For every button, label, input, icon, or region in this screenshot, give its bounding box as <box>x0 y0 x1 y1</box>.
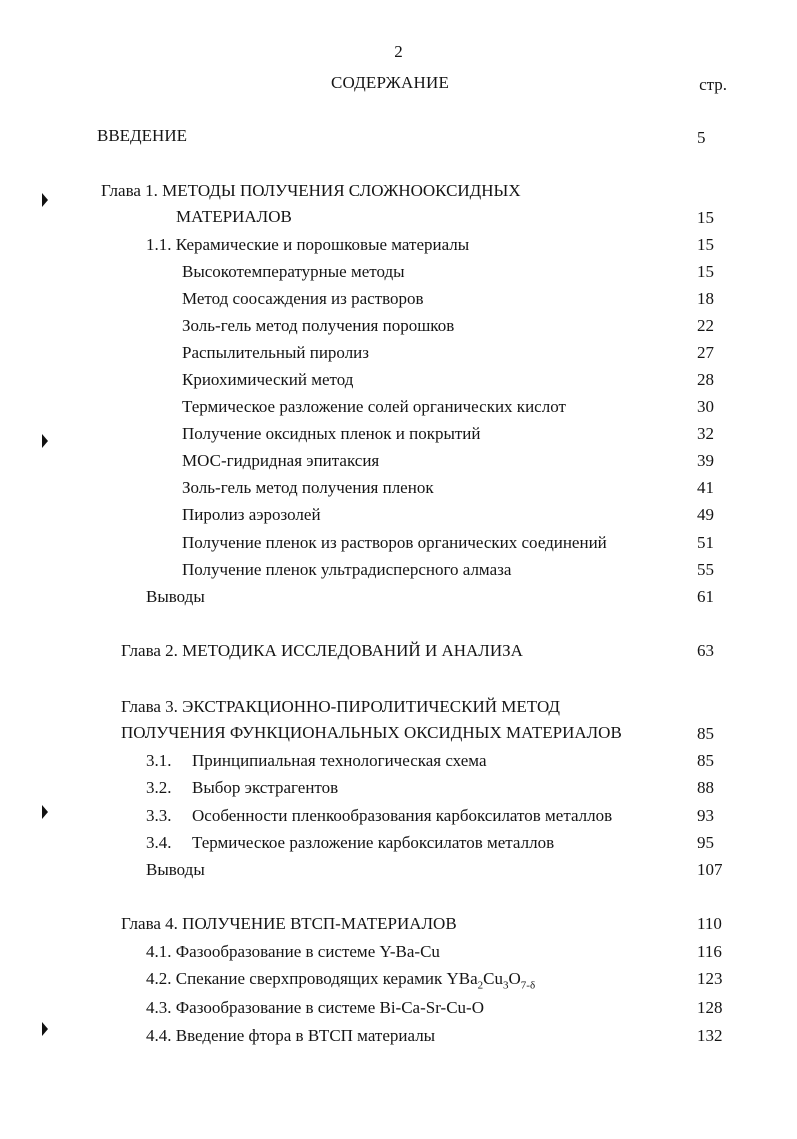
toc-section-number: 3.3. <box>146 806 172 825</box>
toc-section-3-1: Принципиальная технологическая схема <box>192 751 487 770</box>
toc-chapter-3-line1: Глава 3. ЭКСТРАКЦИОННО-ПИРОЛИТИЧЕСКИЙ МЕТОД <box>121 697 560 716</box>
toc-section-number: 3.4. <box>146 833 172 852</box>
toc-page-section-4-2: 123 <box>697 969 723 988</box>
toc-page-chapter-1: 15 <box>697 208 714 227</box>
toc-item: Высокотемпературные методы <box>182 262 405 281</box>
formula-subscript: 3 <box>503 979 509 992</box>
margin-mark-icon <box>42 805 48 819</box>
pages-column-label: стр. <box>699 75 727 94</box>
toc-page-chapter-4: 110 <box>697 914 722 933</box>
toc-item: Получение оксидных пленок и покрытий <box>182 424 481 443</box>
margin-mark-icon <box>42 193 48 207</box>
toc-section-4-4: 4.4. Введение фтора в ВТСП материалы <box>146 1026 436 1045</box>
toc-item: Криохимический метод <box>182 370 354 389</box>
toc-page-conclusions-3: 107 <box>697 860 723 879</box>
toc-page-intro: 5 <box>697 128 706 147</box>
toc-page-section-1-1: 15 <box>697 235 714 254</box>
toc-page-conclusions-1: 61 <box>697 587 714 606</box>
toc-page-section-4-4: 132 <box>697 1026 723 1045</box>
toc-chapter-1-line1: Глава 1. МЕТОДЫ ПОЛУЧЕНИЯ СЛОЖНООКСИДНЫХ <box>101 181 521 200</box>
toc-item: Пиролиз аэрозолей <box>182 505 321 524</box>
page-title: СОДЕРЖАНИЕ <box>330 73 450 92</box>
formula-subscript: 2 <box>477 979 484 992</box>
toc-page-section-3-4: 95 <box>697 833 714 852</box>
toc-item-page: 27 <box>697 343 714 362</box>
toc-item: Метод соосаждения из растворов <box>182 289 424 308</box>
toc-item: Термическое разложение солей органических кислот <box>182 397 566 416</box>
toc-section-number: 3.2. <box>146 778 172 797</box>
toc-section-4-1: 4.1. Фазообразование в системе Y-Ba-Cu <box>146 942 440 961</box>
toc-item-page: 28 <box>697 370 714 389</box>
toc-section-4-3: 4.3. Фазообразование в системе Bi-Ca-Sr-Cu-O <box>146 998 484 1017</box>
toc-chapter-3-line2: ПОЛУЧЕНИЯ ФУНКЦИОНАЛЬНЫХ ОКСИДНЫХ МАТЕРИАЛОВ <box>121 723 622 742</box>
toc-item: Золь-гель метод получения порошков <box>182 316 455 335</box>
toc-page-chapter-3: 85 <box>697 724 714 743</box>
toc-item-page: 49 <box>697 505 714 524</box>
toc-item-page: 55 <box>697 560 714 579</box>
toc-item: Получение пленок из растворов органических соединений <box>182 533 607 552</box>
toc-item-page: 32 <box>697 424 714 443</box>
section-4-2-text: 4.2. Спекание сверхпроводящих керамик YBa <box>146 969 478 988</box>
toc-page-section-4-1: 116 <box>697 942 722 961</box>
toc-item-page: 18 <box>697 289 714 308</box>
toc-item-page: 15 <box>697 262 714 281</box>
toc-page-chapter-2: 63 <box>697 641 714 660</box>
formula-part: O <box>508 969 521 988</box>
toc-page-section-3-3: 93 <box>697 806 714 825</box>
toc-item-page: 51 <box>697 533 714 552</box>
margin-mark-icon <box>42 1022 48 1036</box>
toc-page-section-3-2: 88 <box>697 778 714 797</box>
toc-conclusions-3: Выводы <box>146 860 205 879</box>
toc-item: Золь-гель метод получения пленок <box>182 478 434 497</box>
toc-item: МОС-гидридная эпитаксия <box>182 451 380 470</box>
toc-item: Получение пленок ультрадисперсного алмаза <box>182 560 512 579</box>
toc-section-number: 3.1. <box>146 751 172 770</box>
toc-section-3-2: Выбор экстрагентов <box>192 778 339 797</box>
toc-conclusions-1: Выводы <box>146 587 205 606</box>
toc-section-3-4: Термическое разложение карбоксилатов металлов <box>192 833 555 852</box>
toc-section-1-1: 1.1. Керамические и порошковые материалы <box>146 235 470 254</box>
page-number: 2 <box>394 42 403 61</box>
toc-section-4-2 <box>146 969 536 992</box>
toc-item-page: 22 <box>697 316 714 335</box>
toc-item-page: 39 <box>697 451 714 470</box>
toc-entry-intro: ВВЕДЕНИЕ <box>97 126 187 145</box>
toc-page-section-4-3: 128 <box>697 998 723 1017</box>
margin-mark-icon <box>42 434 48 448</box>
formula-subscript: 7-δ <box>520 979 536 992</box>
toc-item: Распылительный пиролиз <box>182 343 369 362</box>
toc-page-section-3-1: 85 <box>697 751 714 770</box>
formula-part: Cu <box>483 969 504 988</box>
toc-section-3-3: Особенности пленкообразования карбоксилатов металлов <box>192 806 613 825</box>
toc-chapter-1-line2: МАТЕРИАЛОВ <box>176 207 292 226</box>
toc-chapter-2: Глава 2. МЕТОДИКА ИССЛЕДОВАНИЙ И АНАЛИЗА <box>121 641 523 660</box>
toc-item-page: 41 <box>697 478 714 497</box>
toc-item-page: 30 <box>697 397 714 416</box>
toc-chapter-4: Глава 4. ПОЛУЧЕНИЕ ВТСП-МАТЕРИАЛОВ <box>121 914 457 933</box>
